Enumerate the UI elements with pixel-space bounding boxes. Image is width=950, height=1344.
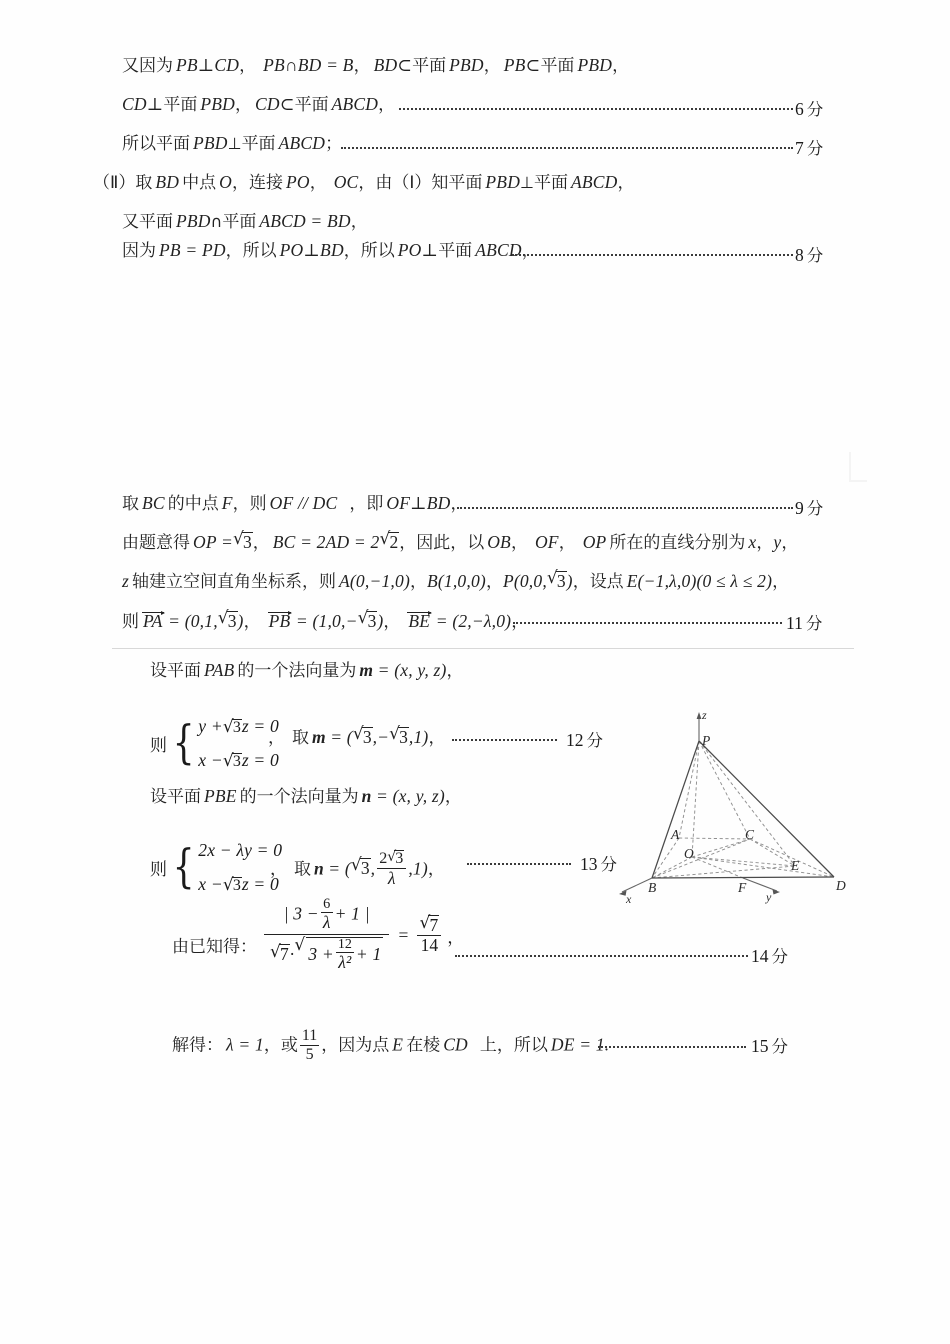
line12-m-mid: ,−: [372, 727, 390, 747]
leader-line-7: [457, 507, 793, 509]
line16-comma-1: ，: [263, 1035, 281, 1056]
line1-plane-1: 平面: [412, 56, 447, 76]
left-brace-n-icon: {: [172, 839, 195, 894]
line14-frac-denominator: λ: [377, 868, 406, 889]
line4-comma-3: ，: [358, 173, 376, 193]
score-8-unit: 分: [806, 246, 824, 265]
line8-op-eq: OP =: [193, 532, 233, 552]
line8-radical-2: √ 2: [379, 532, 399, 552]
vector-be: BE: [408, 611, 431, 631]
line8-lines-are: 所在的直线分别为: [609, 533, 746, 553]
text-line-11: [150, 662, 464, 680]
line16-on: 上，: [479, 1035, 514, 1056]
line14-radical-3: √ 3: [351, 858, 371, 878]
line14-then: 则: [150, 859, 167, 880]
vertex-label-F: F: [738, 880, 747, 895]
line7-midpoint: 的中点: [167, 494, 219, 514]
line8-comma-6: ，: [781, 533, 799, 553]
leader-line-16: [598, 1046, 746, 1048]
score-12: [566, 727, 603, 751]
line4-o: O: [219, 172, 232, 192]
line2-cd-perp: CD⊥: [122, 94, 164, 114]
text-line-1: [122, 57, 629, 75]
system-n-eq-2: x − √ 3z = 0: [198, 867, 282, 901]
text-line-7: [122, 495, 468, 513]
vector-pa: PA: [143, 611, 163, 631]
line11-m-value: = (x, y, z): [373, 660, 447, 680]
edge-PC: [699, 741, 834, 877]
edge-AB: [652, 838, 679, 878]
line2-comma-1: ，: [235, 95, 252, 115]
score-14: [751, 943, 788, 967]
system-equations-m: [150, 709, 279, 777]
scan-artifact: [849, 452, 867, 482]
vertex-label-C: D: [836, 878, 846, 893]
score-11-value: 11: [786, 613, 803, 633]
line8-of: OF: [534, 532, 559, 552]
line10-pb-value-post: ): [377, 611, 384, 631]
text-line-9: [122, 571, 789, 591]
line16-period: .: [604, 1034, 610, 1055]
line7-comma-2: ，: [349, 494, 367, 514]
line11-comma: ，: [446, 661, 464, 681]
eq2-radical-3: √ 3: [223, 746, 242, 777]
line9-point-a: A(0,−1,0): [339, 571, 410, 591]
line1-comma-4: ，: [612, 56, 630, 76]
line1-comma-2: ，: [353, 56, 371, 76]
line5-abcd-eq-bd: ABCD = BD: [259, 211, 351, 231]
score-6-value: 6: [795, 99, 804, 119]
line2-cd-subset: CD⊂: [255, 94, 295, 114]
score-15-unit: 分: [771, 1037, 788, 1056]
line6-pb-eq-pd: PB = PD: [159, 240, 226, 260]
lhs-big-fraction: [264, 897, 389, 974]
line4-pbd: PBD: [485, 172, 521, 192]
system-m-rows: [198, 709, 279, 777]
lhs-num-inner-fraction: $\frac{6}{\lambda}$: [322, 896, 331, 933]
score-7-value: 7: [795, 138, 804, 158]
line3-perp-icon: ⊥: [227, 134, 242, 153]
line4-perp-icon: ⊥: [520, 173, 534, 192]
rhs-numerator: [417, 915, 441, 936]
line6-po-perp-bd: PO⊥BD: [279, 240, 344, 260]
line8-radical-3: √ 3: [233, 532, 253, 552]
line9-point-e: E(−1,λ,0)(0 ≤ λ ≤ 2): [626, 571, 773, 591]
line13-let-plane: 设平面: [150, 787, 201, 807]
line12-vector-m: m: [312, 727, 326, 747]
score-13-value: 13: [580, 854, 598, 874]
score-9: [795, 495, 823, 519]
line10-comma-3: ，: [511, 612, 529, 632]
leader-line-12: [452, 739, 557, 741]
line9-p-radical-3: √ 3: [547, 571, 567, 591]
line9-point-p-pre: P(0,0,: [502, 571, 547, 591]
line14-fraction-2root3-lambda: [377, 850, 406, 889]
text-line-2: [122, 96, 395, 114]
score-6: [795, 96, 823, 120]
line6-comma-3: ，: [521, 241, 539, 261]
score-8-value: 8: [795, 245, 804, 265]
line8-axis-y: y: [773, 532, 782, 552]
line14-vector-n: n: [314, 858, 324, 879]
visible-edges-group: [652, 741, 834, 878]
vertex-label-D: C: [745, 827, 755, 842]
line8-op: OP: [582, 532, 607, 552]
edge-PE: [699, 741, 795, 866]
line8-bc-2ad: BC = 2AD = 2: [272, 532, 380, 552]
line1-prefix: 又因为: [122, 56, 173, 76]
leader-line-6: [512, 254, 793, 256]
line3-plane: 平面: [241, 134, 276, 154]
line7-comma-3: ，: [450, 494, 468, 514]
score-12-value: 12: [566, 730, 584, 750]
leader-line-15: [455, 955, 748, 957]
edge-OD: [692, 839, 750, 857]
line1-plane-2: 平面: [540, 56, 575, 76]
line3-abcd: ABCD: [278, 133, 326, 153]
line2-comma-2: ，: [378, 95, 396, 115]
line5-cap-icon: ∩: [210, 212, 223, 231]
lhs-numerator: | 3 − $\frac{6}{\lambda}$ + 1 |: [283, 896, 370, 933]
line13-normal-vector-is: 的一个法向量为: [239, 787, 359, 807]
eq1-radical-3: √ 3: [223, 712, 242, 743]
line16-point-e: E: [392, 1034, 404, 1055]
line8-comma-1: ，: [252, 533, 270, 553]
part-2-label: （Ⅱ）: [93, 173, 136, 193]
line1-intersection: PB∩BD = B: [263, 55, 354, 75]
line14-n-end: ,1): [408, 858, 428, 879]
text-line-14-result: [270, 851, 445, 890]
score-11-unit: 分: [805, 614, 823, 633]
score-14-value: 14: [751, 946, 769, 966]
line7-then: 则: [249, 494, 267, 514]
y-axis-line: [743, 878, 777, 891]
line8-comma-4: ，: [558, 533, 576, 553]
vector-pb: PB: [268, 611, 291, 631]
line12-take: 取: [292, 728, 309, 748]
score-13-unit: 分: [600, 855, 617, 874]
text-line-4: [93, 174, 634, 192]
leader-line-3: [341, 147, 793, 149]
text-line-12-result: [268, 727, 445, 747]
pyramid-diagram-svg: [600, 700, 860, 910]
equation-cosine-condition: [262, 897, 464, 974]
score-15-value: 15: [751, 1036, 769, 1056]
line1-pb-subset: PB⊂: [503, 55, 541, 75]
line6-therefore-2: 所以: [360, 241, 395, 261]
line13-vector-n: n: [361, 786, 372, 806]
line6-comma-2: ，: [343, 241, 361, 261]
left-brace-m-icon: {: [172, 715, 195, 770]
line14-take: 取: [294, 859, 311, 880]
line6-therefore-1: 所以: [242, 241, 277, 261]
text-line-16: [172, 1028, 609, 1065]
line9-let-point: 设点: [589, 572, 624, 592]
geometry-figure: [600, 700, 860, 910]
leader-line-10: [513, 622, 782, 624]
edge-AD: [679, 838, 750, 839]
line5-pbd: PBD: [176, 211, 211, 231]
line9-then: 则: [319, 572, 337, 592]
den-radicand: 3 + $\frac{12}{\text{λ²}}$ + 1: [308, 936, 382, 973]
line4-take: 取: [135, 173, 153, 193]
edge-OE: [692, 857, 795, 866]
score-12-unit: 分: [586, 731, 603, 750]
vertex-label-B: B: [648, 880, 657, 895]
line9-comma-4: ，: [772, 572, 790, 592]
line9-comma-2: ，: [485, 572, 503, 592]
hidden-edges-group: [652, 741, 834, 878]
text-line-5: [122, 213, 368, 231]
line3-prefix: 所以平面: [122, 134, 190, 154]
line7-of-parallel-dc: OF // DC: [269, 493, 338, 513]
line16-de-eq-1: DE = 1: [550, 1034, 605, 1055]
line12-m-end: ,1): [408, 727, 429, 747]
line10-pa-value-pre: = (0,1,: [163, 611, 218, 631]
line8-axis-x: x: [748, 532, 757, 552]
line2-plane-1: 平面: [163, 95, 198, 115]
line12-then: 则: [150, 735, 167, 756]
vertex-label-A: A: [671, 827, 680, 842]
line7-comma-1: ，: [232, 494, 250, 514]
line8-comma-2: ，: [399, 533, 417, 553]
line12-m-eq: = (: [325, 727, 353, 747]
line4-connect: 连接: [248, 173, 283, 193]
line1-pb-perp-cd: PB⊥CD: [176, 55, 240, 75]
z-axis-arrow-icon: [697, 712, 702, 719]
score-7: [795, 135, 823, 159]
line12-comma-2: ，: [428, 728, 446, 748]
lhs-denominator: √ 7· √ 3 + $\frac{12}{\text{λ²}}$ + 1: [264, 934, 389, 974]
line10-pb-value-pre: = (1,0,−: [291, 611, 358, 631]
vertex-label-P: P: [702, 733, 711, 748]
line8-comma-5: ，: [756, 533, 774, 553]
line13-comma: ，: [444, 787, 462, 807]
line11-vector-m: m: [359, 660, 374, 680]
line16-comma-2: ，: [321, 1035, 339, 1056]
line12-radical-3-a: √ 3: [353, 727, 373, 747]
den-big-radical: [294, 937, 383, 974]
rhs-denominator: 14: [417, 935, 441, 956]
vertex-label-O: O: [684, 846, 694, 861]
line11-let-plane: 设平面: [150, 661, 201, 681]
line16-lambda-eq-1: λ = 1: [226, 1034, 264, 1055]
line9-comma-1: ，: [409, 572, 427, 592]
system-equations-n: [150, 833, 282, 901]
line5-prefix: 又平面: [122, 212, 173, 232]
line8-by-problem: 由题意得: [122, 533, 190, 553]
line6-comma-1: ，: [225, 241, 243, 261]
line16-fraction-11-5: $\frac{11}{5}$: [301, 1027, 318, 1063]
line5-plane: 平面: [222, 212, 257, 232]
line13-pbe: PBE: [204, 786, 237, 806]
text-line-6: [122, 242, 539, 260]
line3-semicolon: ；: [325, 134, 343, 154]
score-9-value: 9: [795, 498, 804, 518]
score-15: [751, 1033, 788, 1057]
line6-abcd: ABCD: [475, 240, 522, 260]
text-line-13: [150, 788, 462, 806]
line4-po: PO: [285, 172, 310, 192]
score-6-unit: 分: [806, 100, 824, 119]
line13-n-value: = (x, y, z): [371, 786, 445, 806]
line1-pbd-1: PBD: [449, 55, 484, 75]
line16-cd: CD: [443, 1034, 468, 1055]
line5-comma: ，: [350, 212, 368, 232]
edge-BC: [652, 877, 834, 878]
line16-on-edge: 在棱: [406, 1035, 441, 1056]
edge-BE: [652, 866, 795, 878]
line10-then: 则: [122, 612, 139, 632]
line6-plane: 平面: [438, 241, 473, 261]
axis-label-z: z: [702, 708, 707, 722]
line10-pb-radical-3: √ 3: [358, 611, 378, 631]
line1-comma-3: ，: [483, 56, 501, 76]
line9-point-b: B(1,0,0): [426, 571, 486, 591]
equals-sign: =: [397, 924, 410, 945]
line15-prefix: 由已知得：: [172, 937, 257, 957]
rhs-fraction: [417, 915, 441, 956]
line11-pab: PAB: [204, 660, 235, 680]
line9-axis-z: z: [122, 571, 130, 591]
line14-frac-numerator: 2 √ 3: [377, 850, 406, 868]
line4-from-part1: 由（Ⅰ）知平面: [375, 173, 483, 193]
den-radical-7: √ 7: [270, 944, 290, 965]
line14-comma-2: ，: [427, 859, 445, 880]
line14-comma-inner: ,: [370, 858, 376, 879]
text-line-8: [122, 532, 798, 552]
score-11: [786, 610, 822, 634]
line10-be-value: = (2,−λ,0): [431, 611, 512, 631]
n-eq2-radical-3: √ 3: [223, 870, 242, 901]
line7-bc: BC: [142, 493, 165, 513]
line10-comma-2: ，: [383, 612, 401, 632]
line9-establish-coords: 轴建立空间直角坐标系，: [132, 572, 320, 592]
line10-comma-1: ，: [243, 612, 261, 632]
line6-po-perp: PO⊥: [397, 240, 439, 260]
text-line-3: [122, 135, 342, 153]
score-8: [795, 242, 823, 266]
line4-comma-2: ，: [309, 173, 327, 193]
line7-take: 取: [122, 494, 139, 514]
score-14-unit: 分: [771, 947, 788, 966]
line14-comma-1: ，: [270, 859, 287, 880]
edge-BD: [652, 839, 750, 878]
line16-therefore: 所以: [513, 1035, 548, 1056]
line4-midpoint: 中点: [182, 173, 217, 193]
line10-pa-radical-3: √ 3: [218, 611, 238, 631]
line3-pbd: PBD: [193, 133, 228, 153]
line8-ob: OB: [487, 532, 511, 552]
axis-label-x: x: [626, 892, 632, 906]
line2-plane-2: 平面: [294, 95, 329, 115]
edge-DE: [750, 839, 795, 866]
vertex-label-E: E: [791, 858, 800, 873]
line10-pa-value-post: ): [237, 611, 244, 631]
system-n-eq-1: 2x − λy = 0: [198, 840, 283, 860]
section-divider: [112, 648, 854, 649]
line6-because: 因为: [122, 241, 156, 261]
line2-pbd: PBD: [200, 94, 235, 114]
edge-OC: [692, 857, 834, 877]
line11-normal-vector-is: 的一个法向量为: [237, 661, 357, 681]
text-line-10: [122, 610, 528, 631]
line4-plane: 平面: [533, 173, 568, 193]
line2-abcd: ABCD: [331, 94, 379, 114]
line15-comma: ，: [447, 927, 465, 948]
den-inner-fraction: $\frac{12}{\text{λ²}}$: [337, 936, 352, 973]
line4-bd: BD: [155, 172, 180, 192]
line8-comma-3: ，: [510, 533, 528, 553]
axis-label-y: y: [766, 890, 772, 904]
line7-of-perp-bd: OF⊥BD: [386, 493, 451, 513]
line1-bd-subset: BD⊂: [373, 55, 413, 75]
line14-frac-radical-3: √ 3: [387, 850, 404, 868]
line4-oc: OC: [333, 172, 359, 192]
line4-abcd: ABCD: [570, 172, 618, 192]
line1-pbd-2: PBD: [577, 55, 613, 75]
line9-comma-3: ，: [572, 572, 590, 592]
system-m-eq-2: x − √ 3z = 0: [198, 743, 279, 777]
line16-solve: 解得：: [172, 1035, 223, 1056]
line4-comma-4: ，: [617, 173, 635, 193]
leader-line-14: [467, 863, 571, 865]
line1-comma-1: ，: [239, 56, 257, 76]
edge-PD: [699, 741, 750, 839]
line14-n-eq: = (: [323, 858, 351, 879]
line12-radical-3-b: √ 3: [389, 727, 409, 747]
line16-because-point: 因为点: [338, 1035, 390, 1056]
system-m-eq-1: y + √ 3z = 0: [198, 709, 279, 743]
line16-or: 或: [280, 1035, 298, 1056]
leader-line-2: [399, 108, 793, 110]
line7-that-is: 即: [366, 494, 384, 514]
line12-comma-1: ，: [268, 728, 285, 748]
line8-therefore-with: 因此，以: [416, 533, 485, 553]
line4-comma-1: ，: [231, 173, 249, 193]
score-7-unit: 分: [806, 139, 824, 158]
score-9-unit: 分: [806, 499, 824, 518]
line9-point-p-post: ): [566, 571, 573, 591]
rhs-radical-7: √ 7: [419, 915, 439, 936]
line7-f: F: [221, 493, 233, 513]
